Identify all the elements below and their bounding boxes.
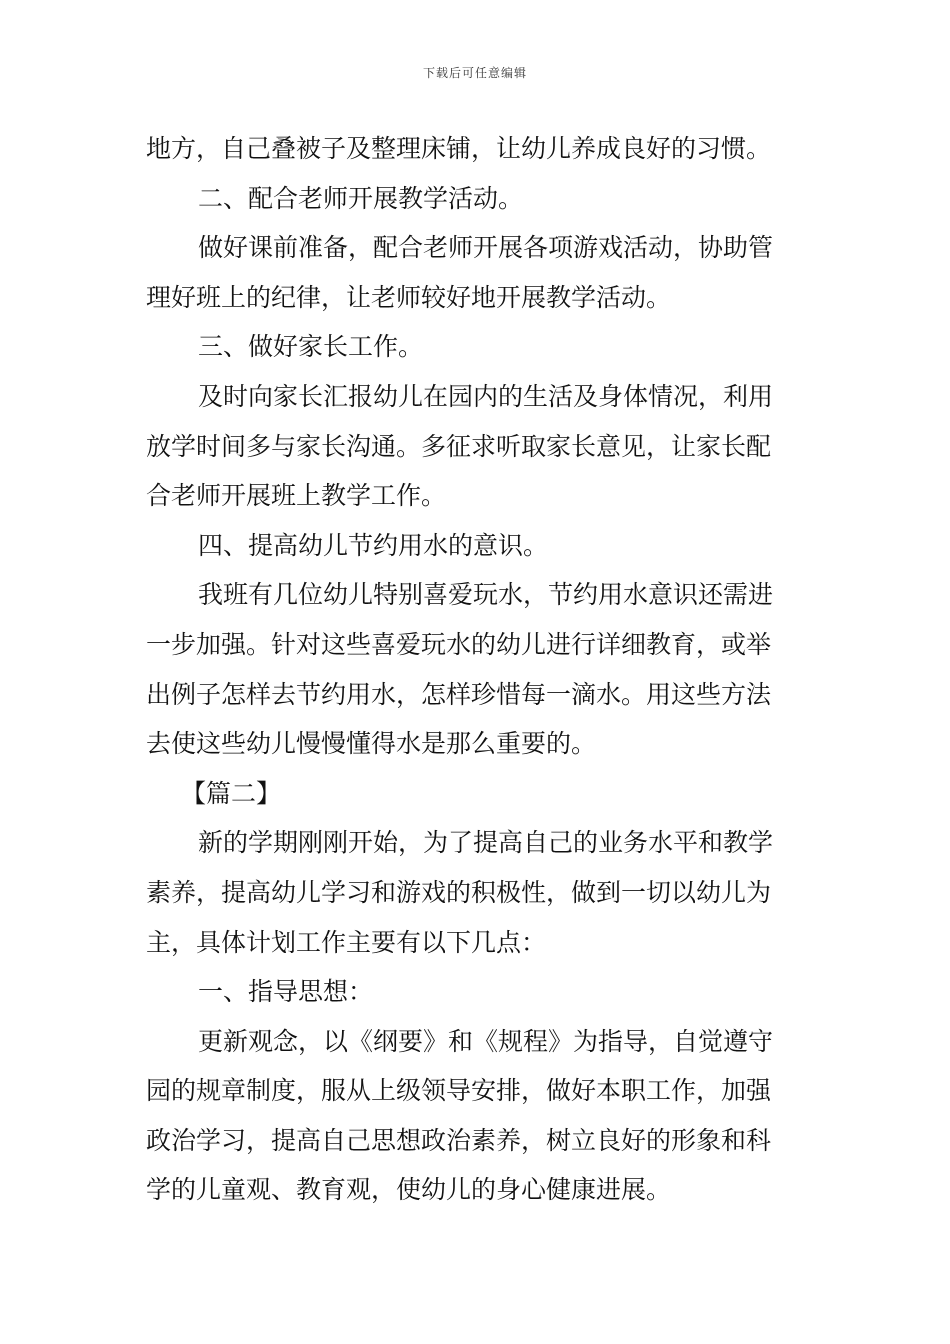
text-line: 三、做好家长工作。: [198, 332, 424, 362]
text-line: 合老师开展班上教学工作。: [146, 481, 447, 511]
text-line: 更新观念，以《纲要》和《规程》为指导，自觉遵守: [198, 1026, 774, 1056]
text-line: 一步加强。针对这些喜爱玩水的幼儿进行详细教育，或举: [146, 629, 772, 659]
document-body: [146, 124, 808, 1215]
text-line: 及时向家长汇报幼儿在园内的生活及身体情况，利用: [198, 381, 774, 411]
text-line: 理好班上的纪律，让老师较好地开展教学活动。: [146, 282, 672, 312]
text-line: 一、指导思想：: [198, 977, 374, 1007]
text-line: 新的学期刚刚开始，为了提高自己的业务水平和教学: [198, 828, 774, 858]
text-line: 出例子怎样去节约用水，怎样珍惜每一滴水。用这些方法: [146, 679, 772, 709]
text-line: 素养，提高幼儿学习和游戏的积极性，做到一切以幼儿为: [146, 877, 772, 907]
header-note: 下载后可任意编辑: [422, 66, 527, 80]
text-line: 做好课前准备，配合老师开展各项游戏活动，协助管: [198, 233, 774, 263]
text-line: 学的儿童观、教育观，使幼儿的身心健康进展。: [146, 1175, 672, 1205]
text-line: 二、配合老师开展教学活动。: [198, 183, 524, 213]
text-line: 放学时间多与家长沟通。多征求听取家长意见，让家长配: [146, 431, 772, 461]
text-line: 【篇二】: [181, 778, 282, 808]
text-line: 主，具体计划工作主要有以下几点：: [146, 927, 547, 957]
text-line: 去使这些幼儿慢慢懂得水是那么重要的。: [146, 729, 597, 759]
text-line: 园的规章制度，服从上级领导安排，做好本职工作，加强: [146, 1076, 772, 1106]
text-line: 四、提高幼儿节约用水的意识。: [198, 530, 549, 560]
text-line: 我班有几位幼儿特别喜爱玩水，节约用水意识还需进: [198, 580, 774, 610]
text-line: 地方，自己叠被子及整理床铺，让幼儿养成良好的习惯。: [146, 134, 772, 163]
text-line: 政治学习，提高自己思想政治素养，树立良好的形象和科: [146, 1125, 772, 1155]
